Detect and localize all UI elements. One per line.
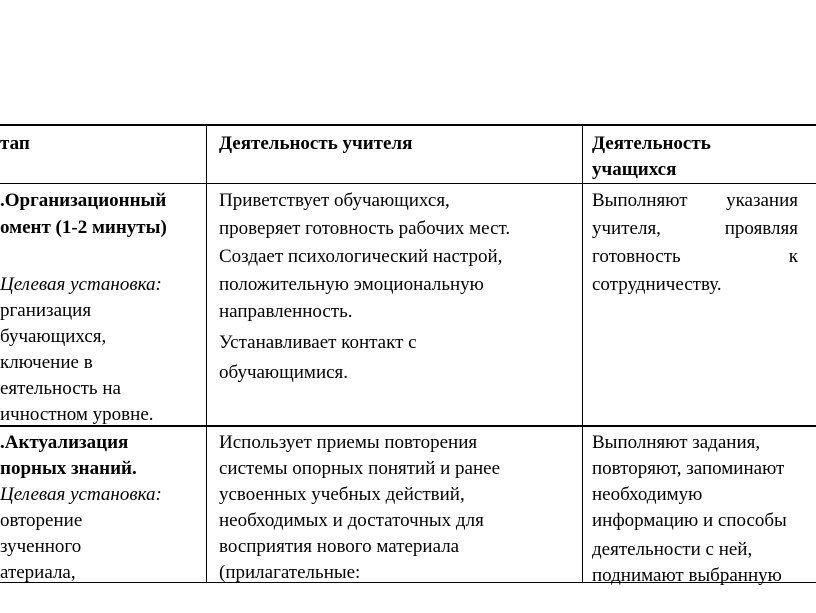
row1-stage-title-2: омент (1-2 минуты) — [0, 217, 167, 238]
row1-goal-line: рганизация — [0, 300, 92, 321]
row2-students-line: повторяют, запоминают — [592, 458, 785, 479]
row1-students-word: проявляя — [724, 218, 798, 239]
row1-students-line — [592, 216, 798, 242]
row2-teacher-line: необходимых и достаточных для — [219, 510, 484, 531]
row1-teacher-line: Устанавливает контакт с — [219, 332, 417, 353]
row1-stage-title-1: .Организационный — [0, 190, 167, 211]
row2-teacher-line: системы опорных понятий и ранее — [219, 458, 501, 479]
table-border-top — [0, 124, 816, 126]
row1-goal-label: Целевая установка: — [0, 274, 162, 295]
row1-teacher-line: проверяет готовность рабочих мест. — [219, 218, 511, 239]
row1-teacher-line: Приветствует обучающихся, — [219, 190, 450, 211]
table-border-header-bottom — [0, 183, 816, 184]
row2-teacher-line: (прилагательные: — [219, 562, 361, 583]
row1-students-word: учителя, — [592, 218, 661, 239]
row1-goal-line: бучающихся, — [0, 326, 107, 347]
header-stage: тап — [0, 133, 30, 154]
row2-stage-title-2: порных знаний. — [0, 458, 137, 479]
row1-students-line: сотрудничеству. — [592, 274, 722, 295]
row1-goal-line: еятельность на — [0, 378, 121, 399]
row1-teacher-line: направленность. — [219, 301, 353, 322]
row2-teacher-line: восприятия нового материала — [219, 536, 460, 557]
row1-teacher-line: Создает психологический настрой, — [219, 246, 503, 267]
row2-students-line: Выполняют задания, — [592, 432, 761, 453]
row1-teacher-line: обучающимися. — [219, 362, 349, 383]
row2-goal-line: зученного — [0, 536, 82, 557]
table-divider-col1 — [206, 124, 207, 583]
header-students-activity-1: Деятельность — [592, 133, 711, 154]
row1-students-word: готовность — [592, 246, 681, 267]
row1-teacher-line: положительную эмоциональную — [219, 274, 484, 295]
row1-students-word: Выполняют — [592, 190, 688, 211]
row2-students-line: поднимают выбранную — [592, 565, 782, 586]
row2-goal-line: атериала, — [0, 562, 76, 583]
row2-stage-title-1: .Актуализация — [0, 432, 129, 453]
row1-students-line — [592, 188, 798, 214]
table-divider-col2 — [582, 124, 583, 583]
row2-students-line: информацию и способы — [592, 510, 787, 531]
row2-teacher-line: Использует приемы повторения — [219, 432, 478, 453]
row2-goal-line: овторение — [0, 510, 83, 531]
row1-students-line — [592, 244, 798, 270]
header-teacher-activity: Деятельность учителя — [219, 133, 413, 154]
row2-teacher-line: усвоенных учебных действий, — [219, 484, 465, 505]
row1-goal-line: ичностном уровне. — [0, 404, 154, 425]
row2-students-line: деятельности с ней, — [592, 539, 753, 560]
row1-students-word: указания — [726, 190, 798, 211]
header-students-activity-2: учащихся — [592, 159, 677, 180]
row1-students-word: к — [788, 246, 798, 267]
row2-goal-label: Целевая установка: — [0, 484, 162, 505]
row2-students-line: необходимую — [592, 484, 703, 505]
row1-goal-line: ключение в — [0, 352, 93, 373]
